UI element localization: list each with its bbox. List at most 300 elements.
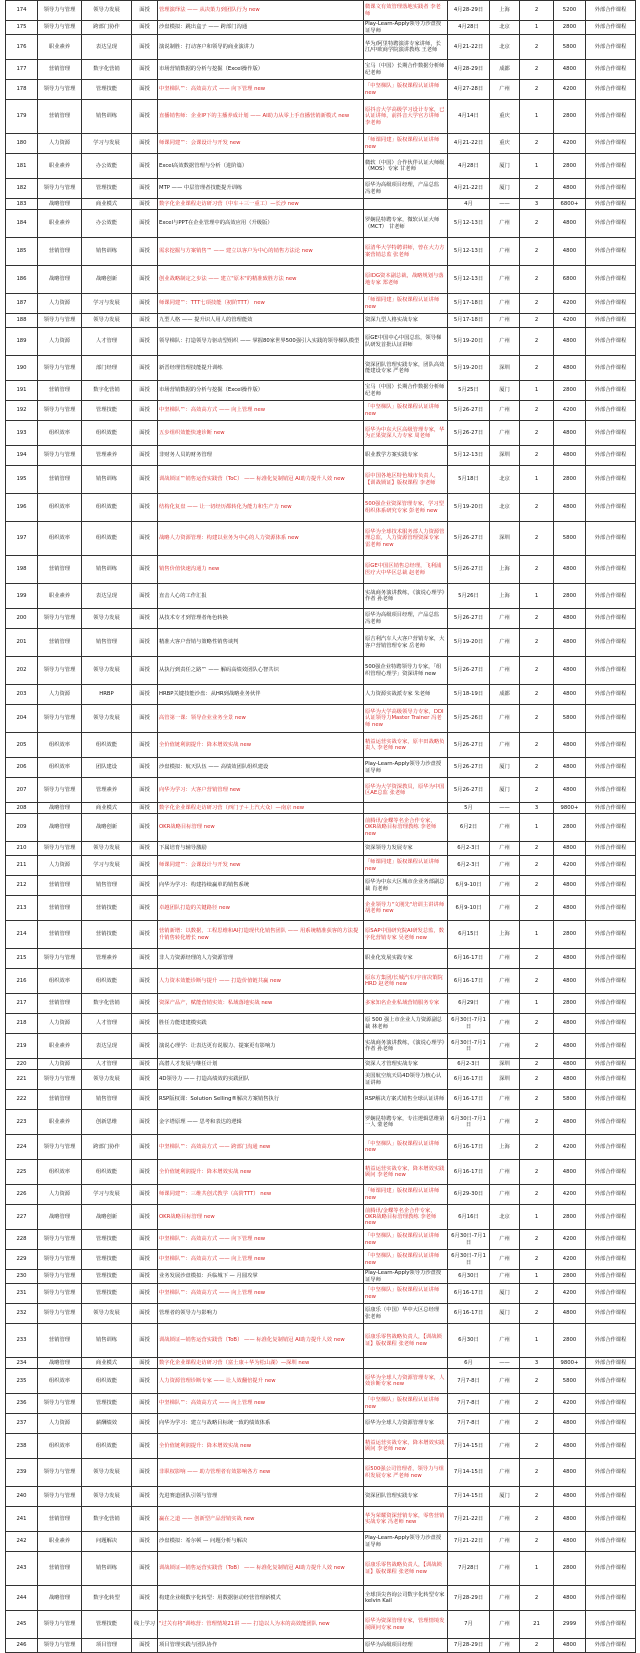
table-row <box>6 421 636 446</box>
table-row <box>6 1230 636 1250</box>
course-category: 领导力与管理 <box>38 446 82 466</box>
course-city: 北京 <box>490 21 520 35</box>
course-type: 外部合作课程 <box>586 657 636 685</box>
course-subcategory: 人才管理 <box>82 1014 132 1034</box>
course-city: 上海 <box>490 584 520 609</box>
course-date: 6月29-30日 <box>448 1185 490 1205</box>
course-days: 2 <box>520 356 554 381</box>
course-subcategory: 战略创新 <box>82 1205 132 1230</box>
course-type: 外部合作课程 <box>586 1434 636 1459</box>
course-format: 面授 <box>132 1459 158 1487</box>
table-row <box>6 381 636 401</box>
course-number: 241 <box>6 1507 38 1532</box>
course-title: 中坚梯队™：高效高方式 —— 向下管理 new <box>158 1230 364 1250</box>
course-title: 人力资源管理诊断专家 —— 让人效翻倍提升 new <box>158 1369 364 1394</box>
table-row <box>6 1205 636 1230</box>
course-type: 外部合作课程 <box>586 466 636 494</box>
course-format: 面授 <box>132 1369 158 1394</box>
course-title: 构建企业级数字化转型：用数据驱动经营管理新模式 <box>158 1586 364 1611</box>
course-date: 5月25-26日 <box>448 705 490 733</box>
course-number: 191 <box>6 381 38 401</box>
course-price: 4800 <box>554 1532 586 1552</box>
course-date: 6月16日 <box>448 1205 490 1230</box>
course-format: 面授 <box>132 969 158 994</box>
course-subcategory: 领导力发展 <box>82 314 132 328</box>
course-type: 外部合作课程 <box>586 60 636 80</box>
course-format: 面授 <box>132 657 158 685</box>
course-category: 领导力与管理 <box>38 1270 82 1284</box>
course-city: 广州 <box>490 1185 520 1205</box>
course-number: 219 <box>6 1034 38 1059</box>
course-price: 2800 <box>554 1205 586 1230</box>
course-format: 面授 <box>132 685 158 705</box>
course-number: 196 <box>6 494 38 522</box>
course-instructor: 原SAP中国研究院AI研发总监，数字化营销专家 吴老师 new <box>364 921 448 949</box>
course-instructor: 精益运营实战专家，降本增效实践顾问 李老师 new <box>364 1160 448 1185</box>
course-price: 4800 <box>554 1014 586 1034</box>
course-subcategory: 管理技能 <box>82 179 132 199</box>
course-city: 广州 <box>490 876 520 896</box>
table-row <box>6 1394 636 1414</box>
course-date: 5月12-13日 <box>448 266 490 294</box>
course-city: 厦门 <box>490 758 520 778</box>
course-format: 面授 <box>132 134 158 154</box>
course-subcategory: 人才管理 <box>82 1059 132 1070</box>
course-category: 战略管理 <box>38 803 82 814</box>
course-date: 4月21-22日 <box>448 179 490 199</box>
course-format: 面授 <box>132 35 158 60</box>
course-date: 5月18-19日 <box>448 685 490 705</box>
course-city: 广州 <box>490 842 520 856</box>
course-title: "过关有将"训练营：管理情境21讲 —— 打造以人为本的高效能团队 new <box>158 1611 364 1639</box>
table-row <box>6 35 636 60</box>
course-title: 非财务人员的财务管理 <box>158 446 364 466</box>
course-category: 领导力与管理 <box>38 1459 82 1487</box>
course-title: 非职权影响 —— 助力管理者有效影响各方 new <box>158 1459 364 1487</box>
course-days: 2 <box>520 314 554 328</box>
course-date: 6月29日 <box>448 994 490 1014</box>
course-number: 228 <box>6 1230 38 1250</box>
course-instructor: 原华为高级项目经理，产品总监 冯老师 <box>364 609 448 629</box>
course-instructor: 原华为大学高级领导力专家，DDI认证领导力Master Trainer 冯老师 new <box>364 705 448 733</box>
course-title: 需求挖掘与方案销售™ —— 建立以客户为中心的销售方法论 new <box>158 238 364 266</box>
course-number: 218 <box>6 1014 38 1034</box>
course-number: 239 <box>6 1459 38 1487</box>
course-type: 外部合作课程 <box>586 154 636 179</box>
course-instructor: 原华为全球人力资源管理专家 <box>364 1414 448 1434</box>
course-date: 7月14-15日 <box>448 1459 490 1487</box>
course-date: 6月9-10日 <box>448 896 490 921</box>
course-number: 233 <box>6 1324 38 1358</box>
course-price: 4800 <box>554 179 586 199</box>
course-instructor: 企业领导力"文刚先"培训主讲讲师 胡老师 new <box>364 896 448 921</box>
course-days: 2 <box>520 1 554 21</box>
course-price: 4800 <box>554 1304 586 1324</box>
course-days: 2 <box>520 1014 554 1034</box>
course-price: 4800 <box>554 629 586 657</box>
course-days: 2 <box>520 657 554 685</box>
table-row <box>6 80 636 100</box>
course-price: 4200 <box>554 294 586 314</box>
course-subcategory: 团队建设 <box>82 758 132 778</box>
course-instructor: 「中坚梯队」版权课程认证讲师 new <box>364 401 448 421</box>
table-row <box>6 1507 636 1532</box>
table-row <box>6 1434 636 1459</box>
course-days: 2 <box>520 1070 554 1090</box>
course-date: 7月21-22日 <box>448 1507 490 1532</box>
course-category: 人力资源 <box>38 856 82 876</box>
course-city: 广州 <box>490 328 520 356</box>
course-number: 221 <box>6 1070 38 1090</box>
course-instructor: 原康乐零售战略负责人，【训战锁证】版权课程 张老师 new <box>364 1324 448 1358</box>
course-price: 2800 <box>554 154 586 179</box>
course-days: 2 <box>520 778 554 803</box>
course-days: 2 <box>520 1434 554 1459</box>
course-price: 4800 <box>554 328 586 356</box>
course-price: 4800 <box>554 1507 586 1532</box>
course-price: 4200 <box>554 1135 586 1160</box>
course-title: 沙盘模拟：跳出盒子 —— 跨部门沟通 <box>158 21 364 35</box>
course-subcategory: 销售管理 <box>82 876 132 896</box>
course-number: 182 <box>6 179 38 199</box>
course-format: 面授 <box>132 100 158 134</box>
course-title: 训战锁证™销售运营实践营（ToC） —— 标准化复制销冠 AI助力提升人效 new <box>158 466 364 494</box>
table-row <box>6 876 636 896</box>
course-title: 从执行到责任之路™ —— 解码高绩效团队心智共识 <box>158 657 364 685</box>
course-instructor: 职业教学方案实践专家 <box>364 446 448 466</box>
course-title: Excel与PPT在企业管理中的高效应用（升级版） <box>158 210 364 238</box>
course-subcategory: 领导力发展 <box>82 705 132 733</box>
course-city: 广州 <box>490 1034 520 1059</box>
course-date: 7月21-22日 <box>448 1532 490 1552</box>
course-subcategory: 学习与发展 <box>82 294 132 314</box>
course-type: 外部合作课程 <box>586 1110 636 1135</box>
table-row <box>6 1639 636 1653</box>
course-subcategory: 办公效能 <box>82 154 132 179</box>
course-days: 2 <box>520 328 554 356</box>
course-type: 外部合作课程 <box>586 179 636 199</box>
table-row <box>6 238 636 266</box>
course-instructor: 原华为高级项目经理 <box>364 1639 448 1653</box>
course-instructor: 原华为中东大区城市企业务部副总裁 肖老师 <box>364 876 448 896</box>
course-price: 4200 <box>554 1185 586 1205</box>
table-row <box>6 1185 636 1205</box>
course-format: 面授 <box>132 609 158 629</box>
course-subcategory: 管理技能 <box>82 1230 132 1250</box>
course-date: 5月26-27日 <box>448 421 490 446</box>
course-days: 1 <box>520 584 554 609</box>
course-format: 面授 <box>132 154 158 179</box>
course-subcategory: 办公效能 <box>82 210 132 238</box>
course-format: 面授 <box>132 1135 158 1160</box>
course-city: 广州 <box>490 210 520 238</box>
course-subcategory: 管理技能 <box>82 1611 132 1639</box>
course-title: 数字化企业课程走访研习营（富士康＋华为松山湖）—深圳 new <box>158 1358 364 1369</box>
course-category: 领导力与管理 <box>38 1394 82 1414</box>
course-date: 6月16-17日 <box>448 969 490 994</box>
course-city: 广州 <box>490 1611 520 1639</box>
course-price: 4800 <box>554 733 586 758</box>
course-price: 4800 <box>554 1459 586 1487</box>
table-row <box>6 556 636 584</box>
course-city: 广州 <box>490 238 520 266</box>
course-date: 6月30日 <box>448 1270 490 1284</box>
course-city: 厦门 <box>490 778 520 803</box>
course-subcategory: 创新思维 <box>82 1110 132 1135</box>
course-title: 向华为学习：大客户营销管理 new <box>158 778 364 803</box>
course-title: OKR战略目标管理 new <box>158 814 364 842</box>
course-days: 1 <box>520 100 554 134</box>
course-type: 外部合作课程 <box>586 1205 636 1230</box>
table-row <box>6 266 636 294</box>
course-city: 厦门 <box>490 1304 520 1324</box>
course-days: 1 <box>520 21 554 35</box>
course-instructor: 原华为全球人力资源管理专家，人效诊断专家 new <box>364 1369 448 1394</box>
course-category: 领导力与管理 <box>38 1639 82 1653</box>
course-title: 师课同建™：会课设计与开发 new <box>158 856 364 876</box>
course-city: 深圳 <box>490 356 520 381</box>
course-days: 1 <box>520 814 554 842</box>
table-row <box>6 584 636 609</box>
course-instructor: 前腾讯/金蝶等名企合作专家，OKR战略目标管理教练 李老师 new <box>364 1205 448 1230</box>
course-type: 外部合作课程 <box>586 1230 636 1250</box>
course-type: 外部合作课程 <box>586 1358 636 1369</box>
table-row <box>6 1090 636 1110</box>
course-days: 2 <box>520 856 554 876</box>
course-category: 职业素养 <box>38 1110 82 1135</box>
course-city: 广州 <box>490 1369 520 1394</box>
course-instructor: 资深领导力发展专家 <box>364 842 448 856</box>
course-subcategory: 表达呈现 <box>82 584 132 609</box>
course-price: 4200 <box>554 134 586 154</box>
course-category: 组织效率 <box>38 1434 82 1459</box>
course-subcategory: 销售训练 <box>82 466 132 494</box>
course-date: 7月7-8日 <box>448 1369 490 1394</box>
course-format: 面授 <box>132 1034 158 1059</box>
course-format: 面授 <box>132 446 158 466</box>
course-category: 人力资源 <box>38 1185 82 1205</box>
course-title: 演说制胜：打动客户和领导的商业演讲力 <box>158 35 364 60</box>
table-row <box>6 1284 636 1304</box>
course-city: 广州 <box>490 969 520 994</box>
course-instructor: 原GE中国中心中国总监，领导梯队研发首批认证讲师 <box>364 328 448 356</box>
course-type: 外部合作课程 <box>586 584 636 609</box>
course-instructor: 罗娴昆特聘专家，专注逻辑思维第一人 蒙老师 <box>364 1110 448 1135</box>
course-format: 面授 <box>132 584 158 609</box>
course-city: 深圳 <box>490 446 520 466</box>
course-price: 2800 <box>554 1552 586 1586</box>
course-type: 外部合作课程 <box>586 733 636 758</box>
table-row <box>6 1324 636 1358</box>
course-instructor: 「中坚梯队」版权课程认证讲师 new <box>364 1230 448 1250</box>
course-date: 6月16-17日 <box>448 1304 490 1324</box>
course-type: 外部合作课程 <box>586 1414 636 1434</box>
course-days: 1 <box>520 466 554 494</box>
course-instructor: 「中坚梯队」版权课程认证讲师 new <box>364 1135 448 1160</box>
course-category: 组织效率 <box>38 1369 82 1394</box>
course-city: 广州 <box>490 657 520 685</box>
course-price: 4800 <box>554 1487 586 1507</box>
course-format: 面授 <box>132 179 158 199</box>
course-type: 外部合作课程 <box>586 356 636 381</box>
course-number: 216 <box>6 969 38 994</box>
table-row <box>6 179 636 199</box>
course-title: 金字塔原理 —— 思考和表达的逻辑 <box>158 1110 364 1135</box>
course-subcategory: 领导力发展 <box>82 1459 132 1487</box>
course-days: 2 <box>520 1304 554 1324</box>
course-price: 5200 <box>554 1 586 21</box>
course-type: 外部合作课程 <box>586 1324 636 1358</box>
course-price: 4800 <box>554 758 586 778</box>
course-category: 营销管理 <box>38 1324 82 1358</box>
course-days: 2 <box>520 1639 554 1653</box>
course-subcategory: 数字化营销 <box>82 60 132 80</box>
course-date: 6月 <box>448 1358 490 1369</box>
course-price: 4200 <box>554 401 586 421</box>
course-category: 营销管理 <box>38 896 82 921</box>
course-format: 面授 <box>132 381 158 401</box>
course-subcategory: 管理素养 <box>82 778 132 803</box>
course-format: 面授 <box>132 1304 158 1324</box>
course-days: 2 <box>520 1394 554 1414</box>
course-title: 卓越团队打造的关键路径 new <box>158 896 364 921</box>
course-type: 外部合作课程 <box>586 522 636 556</box>
table-row <box>6 657 636 685</box>
table-row <box>6 1160 636 1185</box>
course-title: 资深产品产，赋能营销实效：私域落地实战 new <box>158 994 364 1014</box>
course-price: 4800 <box>554 1434 586 1459</box>
course-category: 营销管理 <box>38 1552 82 1586</box>
course-city: 广州 <box>490 1110 520 1135</box>
course-date: 7月14-15日 <box>448 1487 490 1507</box>
course-days: 2 <box>520 733 554 758</box>
course-instructor: 精益运营实战专家，降本增效实践顾问 李老师 new <box>364 1434 448 1459</box>
table-row <box>6 21 636 35</box>
table-row <box>6 969 636 994</box>
course-title: 向华为学习：构建持续赢单的销售系统 <box>158 876 364 896</box>
course-instructor: 美国航空航天局4D领导力核心认证讲师 <box>364 1070 448 1090</box>
course-number: 230 <box>6 1270 38 1284</box>
course-title: 全价值链利润提升：降本增效实战 new <box>158 1160 364 1185</box>
course-days: 1 <box>520 154 554 179</box>
table-row <box>6 1586 636 1611</box>
course-price: 2999 <box>554 1611 586 1639</box>
course-price: 2800 <box>554 100 586 134</box>
course-price: 2800 <box>554 381 586 401</box>
course-type: 外部合作课程 <box>586 1034 636 1059</box>
course-type: 外部合作课程 <box>586 876 636 896</box>
course-days: 2 <box>520 876 554 896</box>
course-format: 面授 <box>132 1070 158 1090</box>
course-days: 2 <box>520 179 554 199</box>
course-days: 2 <box>520 1185 554 1205</box>
course-date: 5月26-27日 <box>448 556 490 584</box>
course-title: 下属培育与辅导激励 <box>158 842 364 856</box>
course-category: 营销管理 <box>38 100 82 134</box>
table-row <box>6 1059 636 1070</box>
course-instructor: 「师课同建」版权课程认证讲师 new <box>364 134 448 154</box>
course-instructor: 「师课同建」版权课程认证讲师 new <box>364 1185 448 1205</box>
course-instructor <box>364 1358 448 1369</box>
course-city: 广州 <box>490 1250 520 1270</box>
course-format: 面授 <box>132 778 158 803</box>
course-date: 5月12-13日 <box>448 238 490 266</box>
course-price: 4800 <box>554 1586 586 1611</box>
course-number: 243 <box>6 1552 38 1586</box>
course-format: 面授 <box>132 294 158 314</box>
course-price: 4800 <box>554 949 586 969</box>
course-price: 4800 <box>554 421 586 446</box>
course-type: 外部合作课程 <box>586 401 636 421</box>
course-number: 208 <box>6 803 38 814</box>
course-category: 人力资源 <box>38 294 82 314</box>
course-number: 209 <box>6 814 38 842</box>
course-number: 225 <box>6 1160 38 1185</box>
course-date: 6月2-3日 <box>448 856 490 876</box>
course-days: 2 <box>520 609 554 629</box>
course-number: 227 <box>6 1205 38 1230</box>
course-title: 业务发展沙盘模拟：兵临城下 — 月圆攻掌 <box>158 1270 364 1284</box>
course-category: 领导力与管理 <box>38 1284 82 1304</box>
course-price: 4800 <box>554 896 586 921</box>
course-subcategory: 组织效能 <box>82 1369 132 1394</box>
course-city: 广州 <box>490 1639 520 1653</box>
course-number: 176 <box>6 35 38 60</box>
course-number: 202 <box>6 657 38 685</box>
course-date: 6月30日-7月1日 <box>448 1230 490 1250</box>
table-row <box>6 328 636 356</box>
course-type: 外部合作课程 <box>586 1160 636 1185</box>
course-title: 领导梯队：打造领导力驱动型组织 —— 掌握80家世界500强引入实践的领导梯队模型 <box>158 328 364 356</box>
course-title: 沙盘模拟：希尔顿 — 问题分析与解决 <box>158 1532 364 1552</box>
course-title: 全价值链利润提升：降本增效实战 new <box>158 1434 364 1459</box>
course-number: 203 <box>6 685 38 705</box>
course-city: 广州 <box>490 994 520 1014</box>
course-price: 5800 <box>554 705 586 733</box>
course-date: 5月19-20日 <box>448 328 490 356</box>
course-category: 组织效率 <box>38 758 82 778</box>
course-title: 师课同建™：三维共创式教学（高阶TTT） new <box>158 1185 364 1205</box>
course-category: 人力资源 <box>38 1014 82 1034</box>
course-city: 广州 <box>490 1586 520 1611</box>
course-type: 外部合作课程 <box>586 294 636 314</box>
course-number: 181 <box>6 154 38 179</box>
course-category: 组织效率 <box>38 733 82 758</box>
course-price: 4200 <box>554 1284 586 1304</box>
course-instructor: 原500强公司管理者，领导力与组织发展专家 严老师 new <box>364 1459 448 1487</box>
course-instructor: 「中坚梯队」版权课程认证讲师 new <box>364 1394 448 1414</box>
course-days: 2 <box>520 134 554 154</box>
course-instructor: 资深人才管理实战专家 <box>364 1059 448 1070</box>
course-city: 重庆 <box>490 134 520 154</box>
course-subcategory: 数字化营销 <box>82 1507 132 1532</box>
course-category: 人力资源 <box>38 134 82 154</box>
course-date: 4月28-29日 <box>448 1 490 21</box>
course-number: 235 <box>6 1369 38 1394</box>
course-type: 外部合作课程 <box>586 134 636 154</box>
course-price: 4200 <box>554 314 586 328</box>
course-format: 面授 <box>132 401 158 421</box>
course-type: 外部合作课程 <box>586 1394 636 1414</box>
course-instructor: 精益运营实战专家，原丰田战略负责人 李老师 new <box>364 733 448 758</box>
course-subcategory: 领导力发展 <box>82 1 132 21</box>
course-category: 职业素养 <box>38 584 82 609</box>
course-city: 广州 <box>490 80 520 100</box>
course-title: 中坚梯队™：高效高方式 —— 向上管理 new <box>158 401 364 421</box>
course-category: 人力资源 <box>38 1414 82 1434</box>
course-price: 4800 <box>554 556 586 584</box>
course-price: 2800 <box>554 814 586 842</box>
